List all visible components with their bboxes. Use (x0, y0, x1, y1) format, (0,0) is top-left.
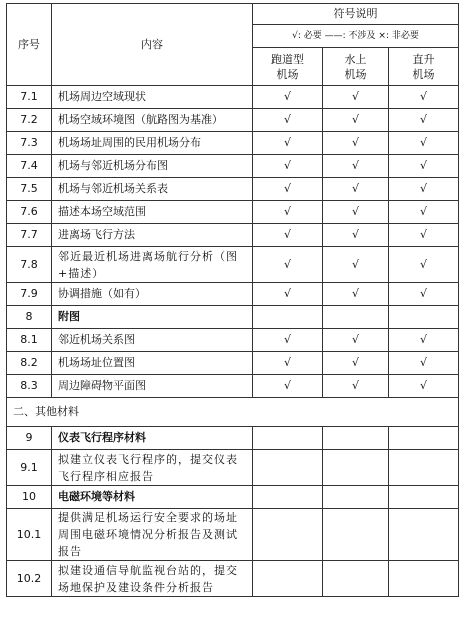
row-number: 10 (7, 486, 52, 509)
mark-water: √ (323, 86, 389, 109)
row-number: 10.1 (7, 509, 52, 561)
row-content: 协调措施（如有） (52, 283, 253, 306)
mark-runway: √ (253, 155, 323, 178)
row-content: 邻近最近机场进离场航行分析（图+描述） (52, 247, 253, 283)
table-row (7, 561, 459, 597)
row-content: 进离场飞行方法 (52, 224, 253, 247)
table-row (7, 201, 459, 224)
mark-heli: √ (389, 86, 459, 109)
section-2-heading: 二、其他材料 (7, 398, 459, 427)
mark-runway: √ (253, 86, 323, 109)
mark-runway: √ (253, 247, 323, 283)
mark-runway (253, 486, 323, 509)
mark-heli (389, 427, 459, 450)
table-row (7, 306, 459, 329)
mark-runway: √ (253, 132, 323, 155)
legend-text: √: 必要 ——: 不涉及 ×: 非必要 (253, 25, 459, 48)
mark-water (323, 561, 389, 597)
mark-runway (253, 561, 323, 597)
mark-heli: √ (389, 155, 459, 178)
table-row (7, 486, 459, 509)
mark-heli: √ (389, 178, 459, 201)
row-content: 机场周边空域现状 (52, 86, 253, 109)
row-content: 描述本场空域范围 (52, 201, 253, 224)
mark-water: √ (323, 329, 389, 352)
mark-water (323, 306, 389, 329)
row-content: 附图 (52, 306, 253, 329)
mark-water (323, 486, 389, 509)
legend-title: 符号说明 (253, 4, 459, 25)
mark-heli (389, 450, 459, 486)
mark-heli (389, 509, 459, 561)
mark-water: √ (323, 178, 389, 201)
mark-heli: √ (389, 375, 459, 398)
row-number: 10.2 (7, 561, 52, 597)
mark-water: √ (323, 155, 389, 178)
mark-heli (389, 306, 459, 329)
requirements-table (6, 3, 459, 597)
col-heli: 直升 机场 (389, 48, 459, 86)
table-row (7, 329, 459, 352)
table-row (7, 109, 459, 132)
row-content: 机场空域环境图（航路图为基准） (52, 109, 253, 132)
mark-runway (253, 306, 323, 329)
col-water: 水上 机场 (323, 48, 389, 86)
mark-water (323, 509, 389, 561)
row-number: 8.2 (7, 352, 52, 375)
mark-water: √ (323, 132, 389, 155)
row-number: 7.4 (7, 155, 52, 178)
row-number: 8.1 (7, 329, 52, 352)
col-runway: 跑道型 机场 (253, 48, 323, 86)
row-number: 7.3 (7, 132, 52, 155)
row-number: 7.6 (7, 201, 52, 224)
table-row (7, 450, 459, 486)
row-number: 7.1 (7, 86, 52, 109)
table-row (7, 247, 459, 283)
row-number: 9 (7, 427, 52, 450)
mark-water: √ (323, 224, 389, 247)
table-row (7, 86, 459, 109)
row-content: 机场与邻近机场关系表 (52, 178, 253, 201)
mark-water (323, 427, 389, 450)
mark-runway: √ (253, 329, 323, 352)
mark-heli: √ (389, 132, 459, 155)
table-row (7, 283, 459, 306)
row-number: 7.5 (7, 178, 52, 201)
row-content: 邻近机场关系图 (52, 329, 253, 352)
mark-heli: √ (389, 224, 459, 247)
mark-heli: √ (389, 283, 459, 306)
mark-runway: √ (253, 109, 323, 132)
row-number: 7.8 (7, 247, 52, 283)
content-header: 内容 (52, 4, 253, 86)
mark-runway (253, 427, 323, 450)
mark-heli: √ (389, 352, 459, 375)
table-row (7, 178, 459, 201)
mark-heli: √ (389, 247, 459, 283)
table-row (7, 352, 459, 375)
mark-runway: √ (253, 283, 323, 306)
mark-runway: √ (253, 201, 323, 224)
mark-runway: √ (253, 224, 323, 247)
mark-runway (253, 450, 323, 486)
row-content: 电磁环境等材料 (52, 486, 253, 509)
table-row (7, 132, 459, 155)
row-content: 机场场址位置图 (52, 352, 253, 375)
mark-heli: √ (389, 109, 459, 132)
mark-runway (253, 509, 323, 561)
row-content: 拟建立仪表飞行程序的，提交仪表飞行程序相应报告 (52, 450, 253, 486)
row-number: 8 (7, 306, 52, 329)
mark-water (323, 450, 389, 486)
table-row (7, 375, 459, 398)
table-row (7, 427, 459, 450)
row-content: 仪表飞行程序材料 (52, 427, 253, 450)
mark-water: √ (323, 201, 389, 224)
mark-heli: √ (389, 329, 459, 352)
mark-water: √ (323, 352, 389, 375)
row-content: 提供满足机场运行安全要求的场址周围电磁环境情况分析报告及测试报告 (52, 509, 253, 561)
table-row (7, 224, 459, 247)
row-content: 周边障碍物平面图 (52, 375, 253, 398)
row-content: 机场与邻近机场分布图 (52, 155, 253, 178)
mark-runway: √ (253, 352, 323, 375)
row-content: 机场场址周围的民用机场分布 (52, 132, 253, 155)
table-row (7, 509, 459, 561)
row-number: 7.9 (7, 283, 52, 306)
mark-heli (389, 486, 459, 509)
row-content: 拟建设通信导航监视台站的，提交场地保护及建设条件分析报告 (52, 561, 253, 597)
mark-heli (389, 561, 459, 597)
mark-heli: √ (389, 201, 459, 224)
seq-header: 序号 (7, 4, 52, 86)
mark-water: √ (323, 375, 389, 398)
mark-runway: √ (253, 178, 323, 201)
row-number: 8.3 (7, 375, 52, 398)
mark-runway: √ (253, 375, 323, 398)
row-number: 7.7 (7, 224, 52, 247)
table-row (7, 155, 459, 178)
mark-water: √ (323, 109, 389, 132)
row-number: 9.1 (7, 450, 52, 486)
mark-water: √ (323, 283, 389, 306)
mark-water: √ (323, 247, 389, 283)
row-number: 7.2 (7, 109, 52, 132)
